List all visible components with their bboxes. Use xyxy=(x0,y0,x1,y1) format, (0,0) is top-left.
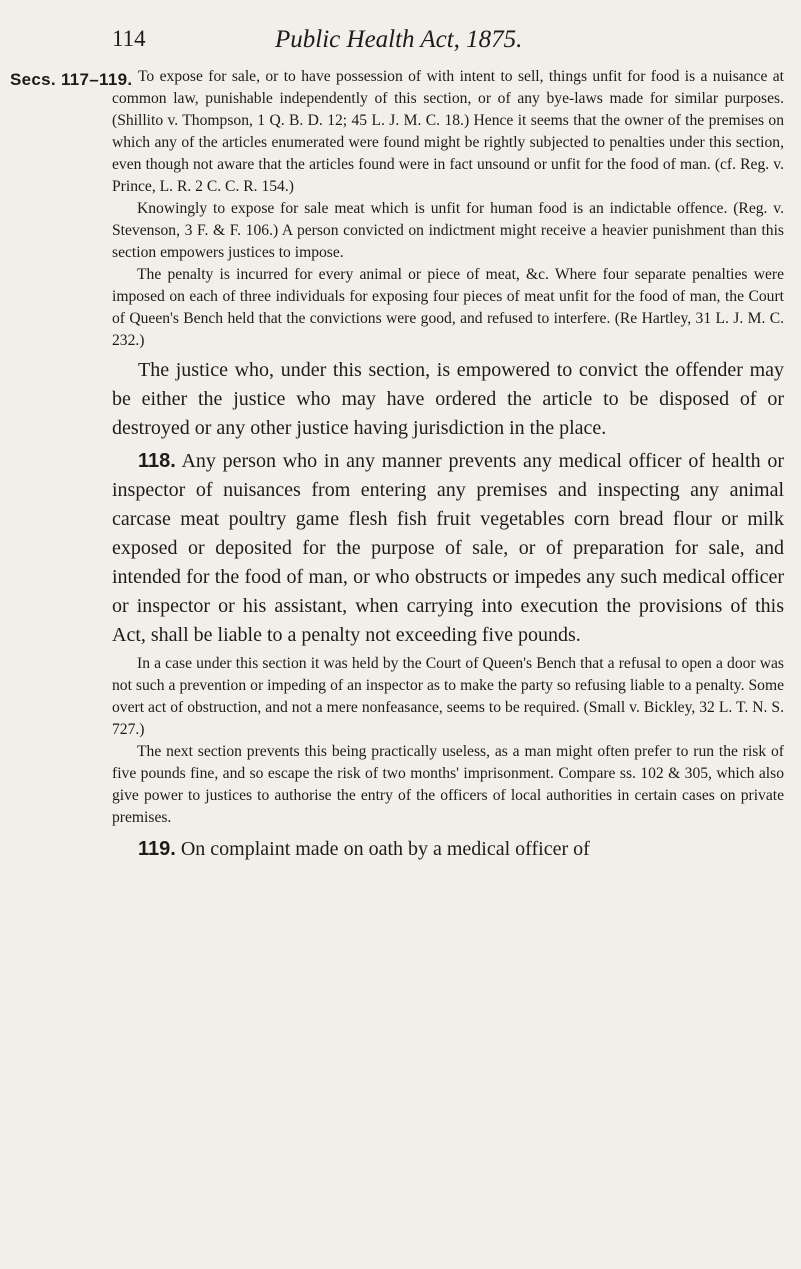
margin-section-reference: Secs. 117–119. xyxy=(10,70,133,89)
section-119 xyxy=(112,835,784,864)
section-118-text: Any person who in any manner prevents any medical officer of health or inspector of nuisances from entering any premises and inspecting any animal carcase meat poultry game flesh fish fruit vegetables corn bread flour or milk exposed or deposited for the purpose of sale, or of preparation for sale, and intended for the food of man, or who obstructs or impedes any such medical officer or inspector or his assistant, when carrying into execution the provisions of this Act, shall be liable to a penalty not exceeding five pounds. xyxy=(112,450,784,646)
section-number-118: 118. xyxy=(138,450,176,472)
body-text xyxy=(112,66,784,864)
page-header xyxy=(0,26,801,58)
section-119-text: On complaint made on oath by a medical officer of xyxy=(180,838,590,860)
note-paragraph-indictable-offence: Knowingly to expose for sale meat which is unfit for human food is an indictable offence. (Reg. v. Stevenson, 3 F. & F. 106.) A person convicted on indictment might receive a heavier punishment than this section empowers justices to impose. xyxy=(112,200,784,261)
statute-paragraph-justice: The justice who, under this section, is empowered to convict the offender may be either the justice who may have ordered the article to be disposed of or destroyed or any other justice having jurisdiction in the place. xyxy=(112,359,784,439)
section-number-119: 119. xyxy=(138,838,176,860)
note-paragraph-small-v-bickley: In a case under this section it was held by the Court of Queen's Bench that a refusal to open a door was not such a prevention or impeding of an inspector as to make the party so refusing liable to a penalty. Some overt act of obstruction, and not a mere nonfeasance, seems to be required. (Small v. Bickley, 32 L. T. N. S. 727.) xyxy=(112,655,784,738)
running-title: Public Health Act, 1875. xyxy=(275,26,523,53)
section-118 xyxy=(112,447,784,650)
note-paragraph-next-section: The next section prevents this being practically useless, as a man might often prefer to run the risk of five pounds fine, and so escape the risk of two months' imprisonment. Compare ss. 102 & 305, which also give power to justices to authorise the entry of the officers of local authorities in certain cases on private premises. xyxy=(112,743,784,826)
page-number: 114 xyxy=(112,26,146,51)
note-paragraph-common-law: To expose for sale, or to have possession of with intent to sell, things unfit for food is a nuisance at common law, punishable independently of this section, or of any bye-laws made for similar purposes. (Shillito v. Thompson, 1 Q. B. D. 12; 45 L. J. M. C. 18.) Hence it seems that the owner of the premises on which any of the articles enumerated were found might be rightly subjected to penalties under this section, even though not aware that the articles found were in fact unsound or unfit for the food of man. (cf. Reg. v. Prince, L. R. 2 C. C. R. 154.) xyxy=(112,68,784,195)
note-paragraph-penalty: The penalty is incurred for every animal or piece of meat, &c. Where four separate penalties were imposed on each of three individuals for exposing four pieces of meat unfit for the food of man, the Court of Queen's Bench held that the convictions were good, and refused to interfere. (Re Hartley, 31 L. J. M. C. 232.) xyxy=(112,266,784,349)
